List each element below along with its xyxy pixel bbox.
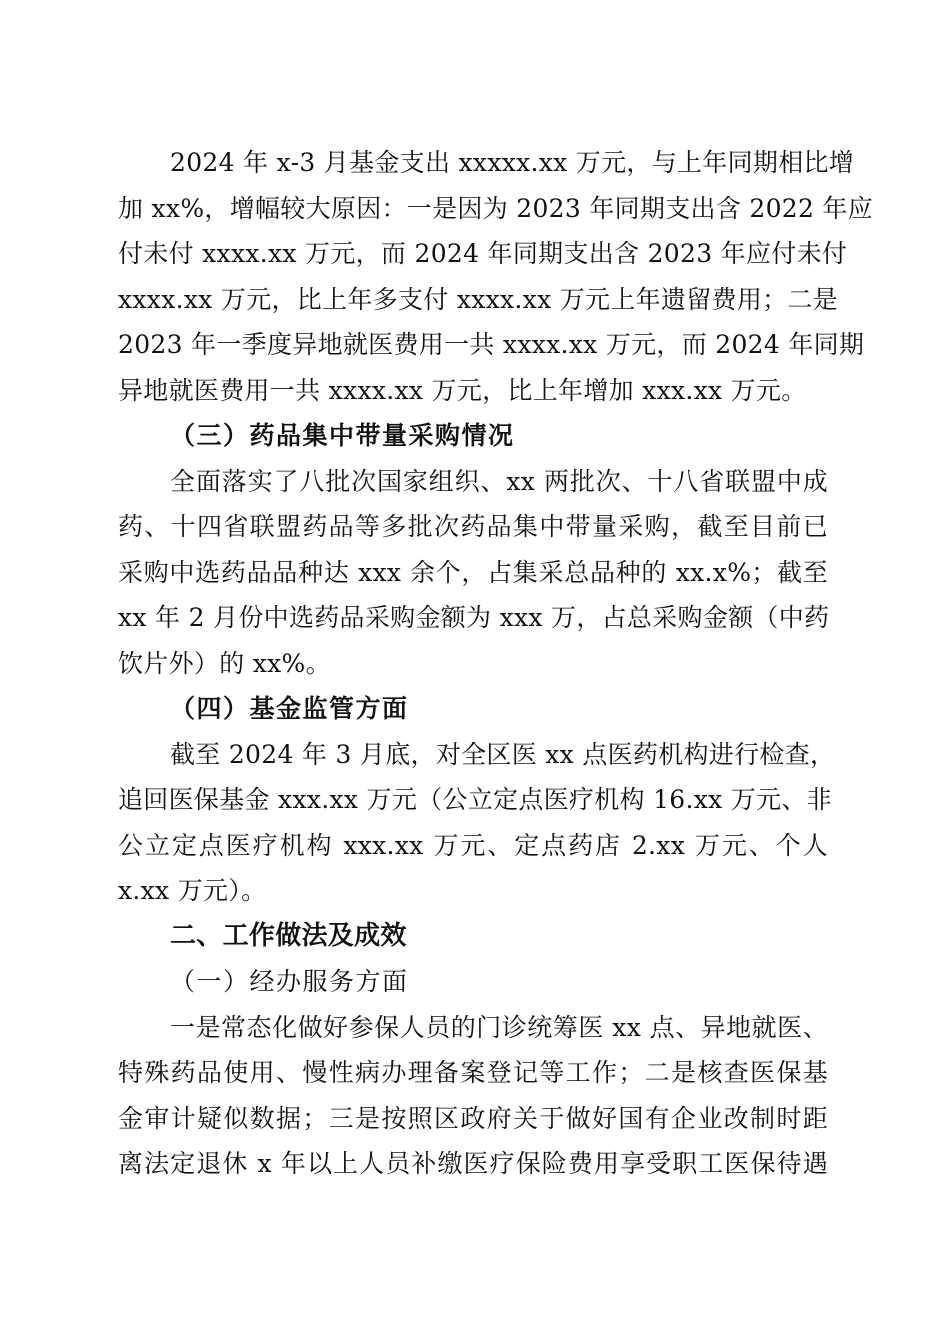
- section-title: （一）经办服务方面: [170, 967, 409, 996]
- text-line: 追回医保基金 xxx.xx 万元（公立定点医疗机构 16.xx 万元、非: [118, 785, 832, 814]
- text-line: 公立定点医疗机构 xxx.xx 万元、定点药店 2.xx 万元、个人: [118, 830, 828, 860]
- section-heading-2-1: [118, 959, 828, 1005]
- text-line: x.xx 万元）。: [118, 876, 267, 905]
- text-line: 离法定退休 x 年以上人员补缴医疗保险费用享受职工医保待遇: [118, 1149, 828, 1178]
- text-line: 截至 2024 年 3 月底，对全区医 xx 点医药机构进行检查，: [170, 739, 836, 769]
- paragraph-fund-supervision: [118, 732, 836, 914]
- text-line: 异地就医费用一共 xxxx.xx 万元，比上年增加 xxx.xx 万元。: [118, 375, 807, 405]
- text-line: xx 年 2 月份中选药品采购金额为 xxx 万，占总采购金额（中药: [118, 603, 830, 632]
- section-heading-3: [118, 413, 828, 459]
- document-content: [118, 140, 874, 1187]
- text-line: 一是常态化做好参保人员的门诊统筹医 xx 点、异地就医、: [170, 1012, 828, 1042]
- chapter-title: 二、工作做法及成效: [170, 920, 407, 951]
- text-line: 饮片外）的 xx%。: [118, 648, 331, 678]
- text-line: 付未付 xxxx.xx 万元，而 2024 年同期支出含 2023 年应付未付: [118, 239, 848, 268]
- text-line: 2023 年一季度异地就医费用一共 xxxx.xx 万元，而 2024 年同期: [118, 330, 865, 359]
- text-line: 采购中选药品品种达 xxx 余个，占集采总品种的 xx.x%；截至: [118, 557, 828, 587]
- paragraph-service-work: [118, 1005, 828, 1187]
- paragraph-fund-expenditure: [118, 140, 874, 413]
- text-line: xxxx.xx 万元，比上年多支付 xxxx.xx 万元上年遗留费用；二是: [118, 284, 839, 314]
- text-line: 金审计疑似数据；三是按照区政府关于做好国有企业改制时距: [118, 1103, 828, 1133]
- section-title: （三）药品集中带量采购情况: [170, 421, 515, 450]
- section-title: （四）基金监管方面: [170, 694, 409, 723]
- text-line: 药、十四省联盟药品等多批次药品集中带量采购，截至目前已: [118, 512, 828, 541]
- text-line: 特殊药品使用、慢性病办理备案登记等工作；二是核查医保基: [118, 1058, 828, 1087]
- section-heading-4: [118, 686, 828, 732]
- text-line: 2024 年 x-3 月基金支出 xxxxx.xx 万元，与上年同期相比增: [170, 148, 855, 177]
- text-line: 全面落实了八批次国家组织、xx 两批次、十八省联盟中成: [170, 466, 828, 496]
- paragraph-drug-procurement: [118, 459, 828, 687]
- text-line: 加 xx%，增幅较大原因：一是因为 2023 年同期支出含 2022 年应: [118, 193, 874, 223]
- chapter-heading-2: [118, 914, 828, 960]
